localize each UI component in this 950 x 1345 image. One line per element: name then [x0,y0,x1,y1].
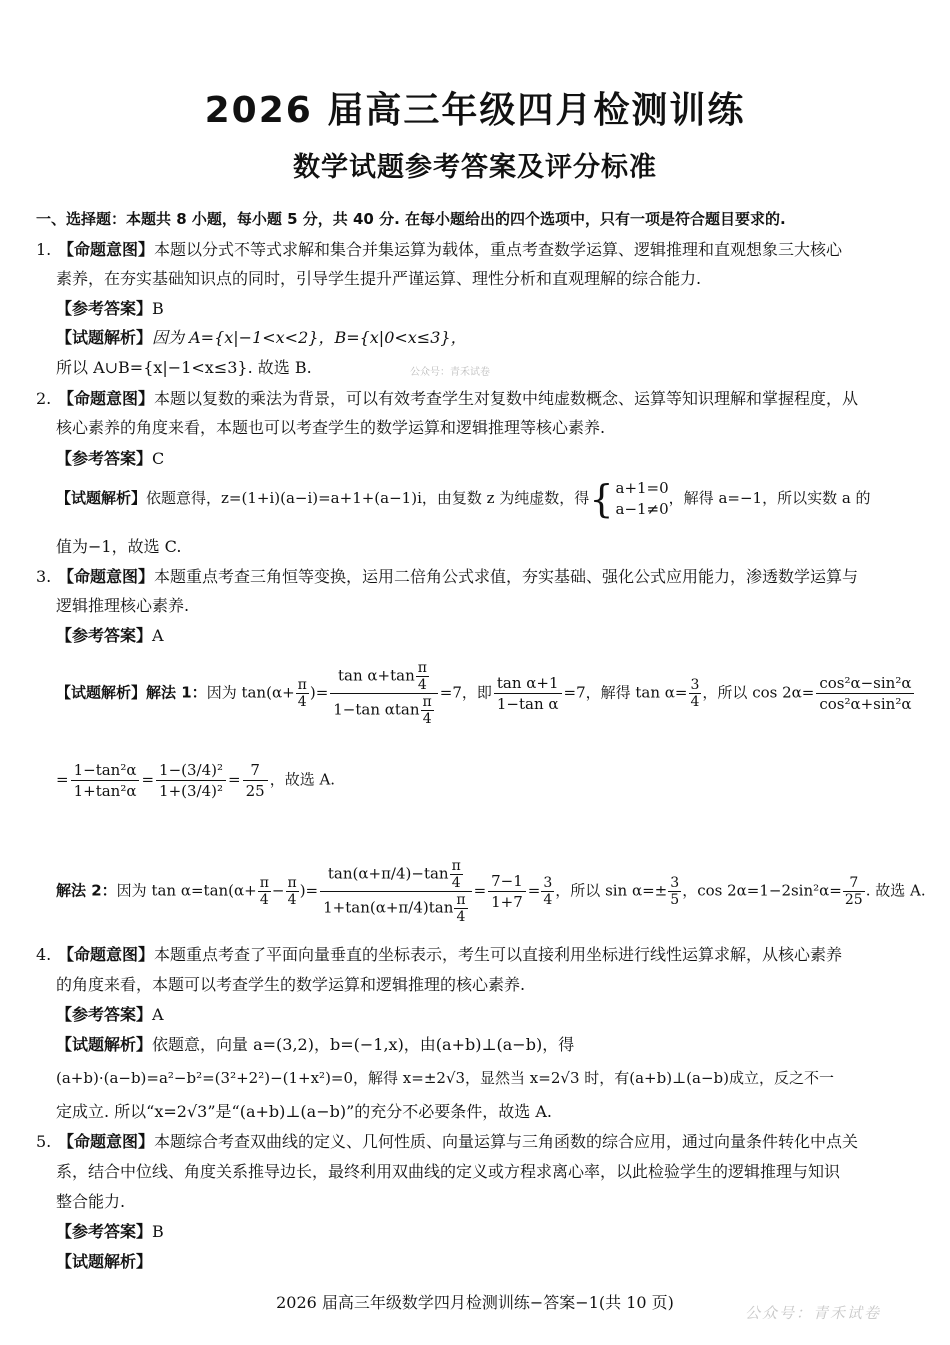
fraction: $\frac{3}{5}$ [670,875,680,908]
q5-solution-label: 【试题解析】 [56,1252,153,1271]
q3-method-2: 解法 2：因为 tan α=tan(α+ $\frac{\pi}{4}$ − $\frac{\pi}{4}$ )= tan(α+π/4)−tan $\frac{\pi}{4}$ 1+tan(α+π/4)tan $\frac{\pi}{4}$ = $\frac{7-1}{1+7}$ = $\frac{3}{4}$ ，所以 sin α=± $\frac{3}{5}$ ，cos 2α=1−2sin²α= $\frac{7}{25}$ . 故选 A. [56,858,926,925]
page-footer: 2026 届高三年级数学四月检测训练−答案−1(共 10 页) [276,1293,674,1312]
fraction: $\frac{\text{cos²α−sin²α}}{\text{cos²α+sin²α}}$ [816,673,914,714]
q3-method-1: 【试题解析】解法 1：因为 tan(α+ $\frac{\pi}{4}$ )= tan α+tan $\frac{\pi}{4}$ 1−tan αtan $\frac{\pi}{4}$ =7，即 $\frac{\text{tan α+1}}{\text{1−tan α}}$ =7，解得 tan α= $\frac{3}{4}$ ，所以 cos 2α= $\frac{\text{cos²α−sin²α}}{\text{cos²α+sin²α}}$ [56,660,916,727]
q2-solution-line-2: 值为−1，故选 C. [56,537,182,556]
question-number: 5. [36,1132,52,1151]
fraction: $\frac{7}{25}$ [243,760,268,801]
footer-watermark: 公众号：青禾试卷 [745,1304,882,1322]
q5-intent-line: 【命题意图】本题综合考查双曲线的定义、几何性质、向量运算与三角函数的综合应用，通过向量条件转化中点关 [58,1132,859,1151]
q4-solution-line-2: (a+b)·(a−b)=a²−b²=(3²+2²)−(1+x²)=0，解得 x=±2√3，显然当 x=2√3 时，有(a+b)⊥(a−b)成立，反之不一 [56,1069,834,1087]
page-title: 2026 届高三年级四月检测训练 [204,90,746,131]
fraction: $\frac{\text{1−tan²α}}{\text{1+tan²α}}$ [71,760,140,801]
q4-answer: 【参考答案】A [56,1005,164,1024]
q4-intent-line: 【命题意图】本题重点考查了平面向量垂直的坐标表示，考生可以直接利用坐标进行线性运算求解，从核心素养 [58,945,843,964]
fraction: tan(α+π/4)−tan $\frac{\pi}{4}$ 1+tan(α+π/4)tan $\frac{\pi}{4}$ [320,858,471,925]
q4-solution: 【试题解析】依题意，向量 a=(3,2)，b=(−1,x)，由(a+b)⊥(a−b)，得 [56,1035,575,1054]
q4-solution-line-3: 定成立. 所以“x=2√3”是“(a+b)⊥(a−b)”的充分不必要条件，故选 A. [56,1102,552,1121]
q2-answer: 【参考答案】C [56,449,165,468]
fraction: $\frac{3}{4}$ [543,875,553,908]
q3-answer: 【参考答案】A [56,626,164,645]
fraction: $\frac{\pi}{4}$ [287,875,297,908]
q2-intent-line-2: 核心素养的角度来看，本题也可以考查学生的数学运算和逻辑推理等核心素养. [56,418,606,437]
left-brace-icon: { [589,477,614,521]
question-number: 2. [36,389,52,408]
q4-intent-line-2: 的角度来看，本题可以考查学生的数学运算和逻辑推理的核心素养. [56,975,526,994]
q2-intent-line: 【命题意图】本题以复数的乘法为背景，可以有效考查学生对复数中纯虚数概念、运算等知识理解和掌握程度，从 [58,389,859,408]
q2-solution: 【试题解析】依题意得，z=(1+i)(a−i)=a+1+(a−1)i，由复数 z 为纯虚数，得{ a+1=0 a−1≠0 ，解得 a=−1，所以实数 a 的 [56,477,871,521]
fraction: $\frac{\pi}{4}$ [259,875,269,908]
q5-intent-line-2: 系，结合中位线、角度关系推导边长，最终利用双曲线的定义或方程求离心率，以此检验学生的逻辑推理与知识 [56,1162,841,1181]
q3-method-1-line-2: = $\frac{\text{1−tan²α}}{\text{1+tan²α}}$ = $\frac{\text{1−(3/4)²}}{\text{1+(3/4)²}}$ = $\frac{7}{25}$ ，故选 A. [56,761,336,800]
fraction: $\frac{7}{25}$ [844,875,863,908]
answer-value: B [152,299,164,318]
q1-intent-line-2: 素养，在夯实基础知识点的同时，引导学生提升严谨运算、理性分析和直观理解的综合能力. [56,269,702,288]
question-number: 3. [36,567,52,586]
q1-solution: 【试题解析】因为 A={x|−1<x<2}，B={x|0<x≤3}， [56,328,467,347]
intent-label: 【命题意图】 [58,240,155,259]
section-heading: 一、选择题：本题共 8 小题，每小题 5 分，共 40 分. 在每小题给出的四个选项中，只有一项是符合题目要求的. [36,210,786,228]
fraction: $\frac{\pi}{4}$ [297,677,307,710]
watermark-text: 公众号：青禾试卷 [410,367,490,378]
fraction: $\frac{3}{4}$ [690,677,700,710]
question-number: 1. [36,240,52,259]
q3-intent-line-2: 逻辑推理核心素养. [56,596,190,615]
case-system: a+1=0 a−1≠0 [615,479,669,518]
question-number: 4. [36,945,52,964]
fraction: $\frac{\text{tan α+1}}{\text{1−tan α}}$ [494,673,562,714]
q1-answer: 【参考答案】B [56,299,164,318]
q3-intent-line: 【命题意图】本题重点考查三角恒等变换，运用二倍角公式求值，夯实基础、强化公式应用能力，渗透数学运算与 [58,567,859,586]
fraction: $\frac{\text{1−(3/4)²}}{\text{1+(3/4)²}}$ [156,760,226,801]
q1-intent-line: 【命题意图】本题以分式不等式求解和集合并集运算为载体，重点考查数学运算、逻辑推理和直观想象三大核心 [58,240,843,259]
q5-intent-line-3: 整合能力. [56,1192,126,1211]
q5-answer: 【参考答案】B [56,1222,164,1241]
fraction: tan α+tan $\frac{\pi}{4}$ 1−tan αtan $\frac{\pi}{4}$ [330,660,437,727]
q1-solution-line-2: 所以 A∪B={x|−1<x≤3}. 故选 B. [56,358,312,377]
page-subtitle: 数学试题参考答案及评分标准 [293,152,657,183]
fraction: $\frac{7-1}{1+7}$ [488,871,526,912]
